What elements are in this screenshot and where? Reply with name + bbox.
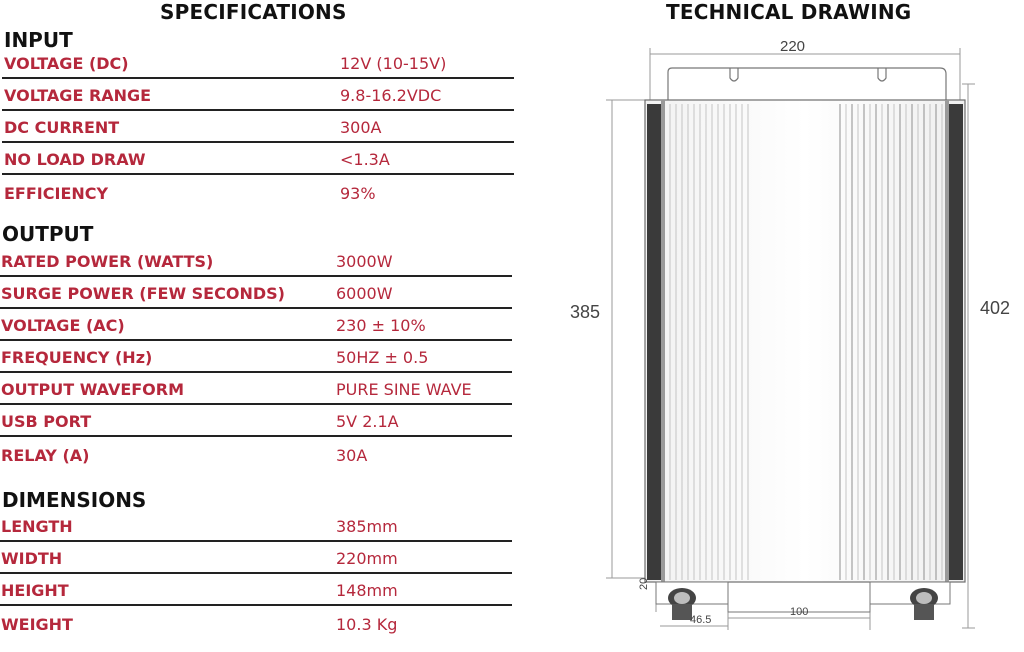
spec-label: FREQUENCY (Hz) [1, 348, 153, 367]
spec-label: VOLTAGE (AC) [1, 316, 125, 335]
spec-value: 148mm [336, 581, 398, 600]
spec-value: 30A [336, 446, 368, 465]
spec-label: VOLTAGE (DC) [4, 54, 129, 73]
drawing-foot-height-label: 20 [638, 577, 650, 590]
drawing-right-height-label: 402 [980, 298, 1011, 318]
spec-value: 6000W [336, 284, 393, 303]
spec-label: DC CURRENT [4, 118, 120, 137]
spec-value: 385mm [336, 517, 398, 536]
spec-label: NO LOAD DRAW [4, 150, 146, 169]
spec-value: 12V (10-15V) [340, 54, 447, 73]
mounting-foot-right [870, 582, 950, 620]
mounting-bracket [668, 68, 946, 100]
drawing-width-label: 220 [780, 38, 806, 55]
output-section-title: OUTPUT [2, 222, 94, 246]
spec-value: 50HZ ± 0.5 [336, 348, 429, 367]
spec-label: HEIGHT [1, 581, 69, 600]
spec-label: RELAY (A) [1, 446, 90, 465]
input-section-title: INPUT [4, 28, 73, 52]
drawing-foot-spacing-label: 100 [790, 606, 809, 618]
spec-label: LENGTH [1, 517, 73, 536]
drawing-left-height-label: 385 [570, 302, 601, 322]
drawing-foot-offset-label: 46.5 [690, 614, 712, 626]
inverter-housing [645, 100, 965, 582]
spec-value: 3000W [336, 252, 393, 271]
spec-value: 300A [340, 118, 382, 137]
dimensions-section-title: DIMENSIONS [2, 488, 147, 512]
spec-value: 93% [340, 184, 376, 203]
spec-value: 10.3 Kg [336, 615, 398, 634]
spec-value: 5V 2.1A [336, 412, 399, 431]
spec-label: OUTPUT WAVEFORM [1, 380, 185, 399]
spec-label: EFFICIENCY [4, 184, 109, 203]
specifications-heading: SPECIFICATIONS [160, 0, 347, 24]
spec-label: SURGE POWER (FEW SECONDS) [1, 284, 285, 303]
spec-label: WIDTH [1, 549, 63, 568]
spec-value: PURE SINE WAVE [336, 380, 472, 399]
spec-value: 9.8-16.2VDC [340, 86, 442, 105]
spec-value: 230 ± 10% [336, 316, 426, 335]
spec-label: WEIGHT [1, 615, 73, 634]
technical-drawing-heading: TECHNICAL DRAWING [666, 0, 912, 24]
spec-label: USB PORT [1, 412, 92, 431]
spec-label: VOLTAGE RANGE [4, 86, 152, 105]
spec-label: RATED POWER (WATTS) [1, 252, 214, 271]
spec-value: 220mm [336, 549, 398, 568]
spec-value: <1.3A [340, 150, 390, 169]
